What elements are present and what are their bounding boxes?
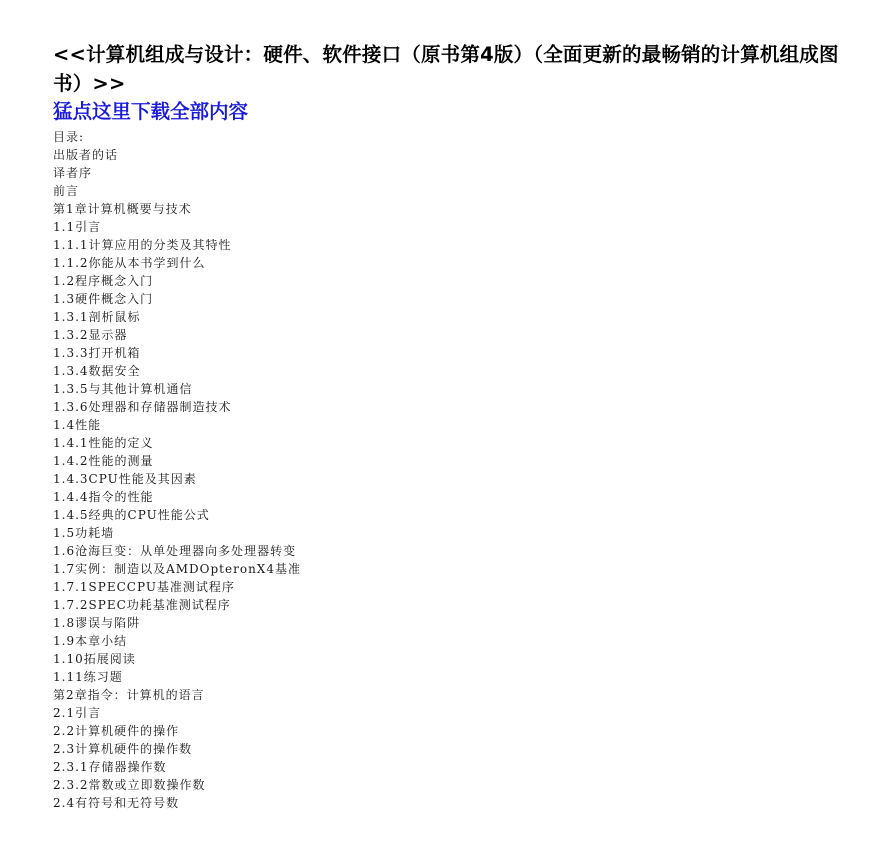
toc-item: 1.7实例：制造以及AMDOpteronX4基准 <box>53 562 301 576</box>
toc-item: 1.4.4指令的性能 <box>53 490 154 504</box>
toc-item: 2.3计算机硬件的操作数 <box>53 742 193 756</box>
toc-item: 1.3.6处理器和存储器制造技术 <box>53 400 232 414</box>
toc-item: 译者序 <box>53 166 93 180</box>
toc-item: 1.1.1计算应用的分类及其特性 <box>53 238 232 252</box>
toc-item: 1.1.2你能从本书学到什么 <box>53 256 206 270</box>
toc-item: 1.5功耗墙 <box>53 526 115 540</box>
toc-item: 1.4.5经典的CPU性能公式 <box>53 508 210 522</box>
toc-item: 出版者的话 <box>53 148 119 162</box>
table-of-contents <box>53 128 843 812</box>
toc-item: 1.7.1SPECCPU基准测试程序 <box>53 580 235 594</box>
toc-item: 2.3.2常数或立即数操作数 <box>53 778 206 792</box>
toc-item: 1.3.4数据安全 <box>53 364 141 378</box>
toc-item: 1.1引言 <box>53 220 102 234</box>
toc-item: 1.4性能 <box>53 418 102 432</box>
toc-item: 1.4.2性能的测量 <box>53 454 154 468</box>
toc-item: 第1章计算机概要与技术 <box>53 202 192 216</box>
toc-item: 目录: <box>53 130 85 144</box>
toc-item: 1.3.5与其他计算机通信 <box>53 382 193 396</box>
toc-item: 1.10拓展阅读 <box>53 652 136 666</box>
toc-item: 1.2程序概念入门 <box>53 274 154 288</box>
toc-item: 1.4.3CPU性能及其因素 <box>53 472 197 486</box>
toc-item: 2.2计算机硬件的操作 <box>53 724 180 738</box>
download-link[interactable]: 猛点这里下载全部内容 <box>53 100 249 123</box>
toc-item: 2.3.1存储器操作数 <box>53 760 167 774</box>
toc-item: 1.7.2SPEC功耗基准测试程序 <box>53 598 231 612</box>
toc-item: 1.8谬误与陷阱 <box>53 616 141 630</box>
toc-item: 1.3.1剖析鼠标 <box>53 310 141 324</box>
document-page <box>53 40 843 812</box>
toc-item: 1.3.3打开机箱 <box>53 346 141 360</box>
toc-item: 2.4有符号和无符号数 <box>53 796 180 810</box>
book-title: <<计算机组成与设计：硬件、软件接口（原书第4版）（全面更新的最畅销的计算机组成图书）>> <box>53 43 839 95</box>
toc-item: 2.1引言 <box>53 706 102 720</box>
toc-item: 1.3.2显示器 <box>53 328 128 342</box>
toc-item: 1.3硬件概念入门 <box>53 292 154 306</box>
toc-item: 1.4.1性能的定义 <box>53 436 154 450</box>
toc-item: 第2章指令：计算机的语言 <box>53 688 205 702</box>
toc-item: 1.6沧海巨变：从单处理器向多处理器转变 <box>53 544 297 558</box>
toc-item: 前言 <box>53 184 80 198</box>
toc-item: 1.9本章小结 <box>53 634 128 648</box>
toc-item: 1.11练习题 <box>53 670 123 684</box>
